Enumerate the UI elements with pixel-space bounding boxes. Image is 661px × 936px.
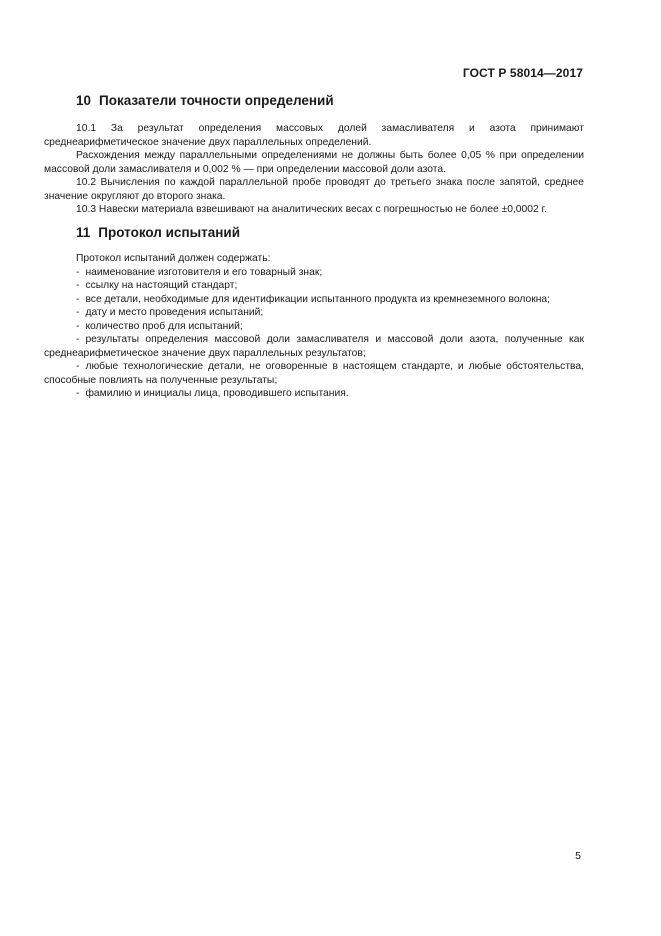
list-item-text: дату и место проведения испытаний; xyxy=(85,307,264,318)
list-dash: - xyxy=(76,320,80,332)
list-item-text: количество проб для испытаний; xyxy=(85,320,243,332)
section-11-body xyxy=(44,252,584,401)
section-10-heading xyxy=(76,93,334,108)
paragraph-10-1-tolerance: Расхождения между параллельными определениями не должны быть более 0,05 % при определении массовой доли замасливателя и 0,002 % — при определении массовой доли азота. xyxy=(44,150,584,175)
list-dash: - xyxy=(76,388,80,399)
list-item-text: любые технологические детали, не оговоренные в настоящем стандарте, и любые обстоятельства, способные повлиять на полученные результаты; xyxy=(44,361,584,386)
list-item xyxy=(44,387,584,401)
paragraph-10-3: 10.3 Навески материала взвешивают на аналитических весах с погрешностью не более ±0,0002 г. xyxy=(76,204,547,215)
list-dash: - xyxy=(76,266,80,278)
paragraph-10-1: 10.1 За результат определения массовых долей замасливателя и азота принимают среднеарифметическое значение двух параллельных определений. xyxy=(44,123,584,148)
list-item-text: ссылку на настоящий стандарт; xyxy=(85,280,238,291)
list-item xyxy=(44,266,584,280)
list-dash: - xyxy=(76,293,80,305)
list-dash: - xyxy=(76,361,80,372)
list-item-text: все детали, необходимые для идентификации испытанного продукта из кремнеземного волокна; xyxy=(85,293,550,305)
list-item xyxy=(44,360,584,387)
section-11-number: 11 xyxy=(76,225,91,240)
list-item xyxy=(44,279,584,293)
list-item-text: наименование изготовителя и его товарный знак; xyxy=(85,266,323,278)
list-item-text: результаты определения массовой доли замасливателя и массовой доли азота, полученные как среднеарифметическое значение двух параллельных результатов; xyxy=(44,334,584,359)
document-code: ГОСТ Р 58014—2017 xyxy=(462,66,583,80)
protocol-items-list xyxy=(44,266,584,401)
paragraph-10-2: 10.2 Вычисления по каждой параллельной пробе проводят до третьего знака после запятой, среднее значение округляют до второго знака. xyxy=(44,177,584,202)
list-dash: - xyxy=(76,307,80,318)
section-10-number: 10 xyxy=(76,93,92,108)
list-item xyxy=(44,320,584,334)
list-item-text: фамилию и инициалы лица, проводившего испытания. xyxy=(85,388,349,399)
list-dash: - xyxy=(76,280,80,291)
list-item xyxy=(44,306,584,320)
section-10-title: Показатели точности определений xyxy=(99,93,334,108)
list-item xyxy=(44,333,584,360)
section-11-heading xyxy=(76,225,240,240)
section-10-body xyxy=(44,122,584,217)
list-dash: - xyxy=(76,334,80,345)
protocol-intro: Протокол испытаний должен содержать: xyxy=(76,253,271,264)
section-11-title: Протокол испытаний xyxy=(98,225,240,240)
list-item xyxy=(44,293,584,307)
page-number: 5 xyxy=(575,850,581,862)
